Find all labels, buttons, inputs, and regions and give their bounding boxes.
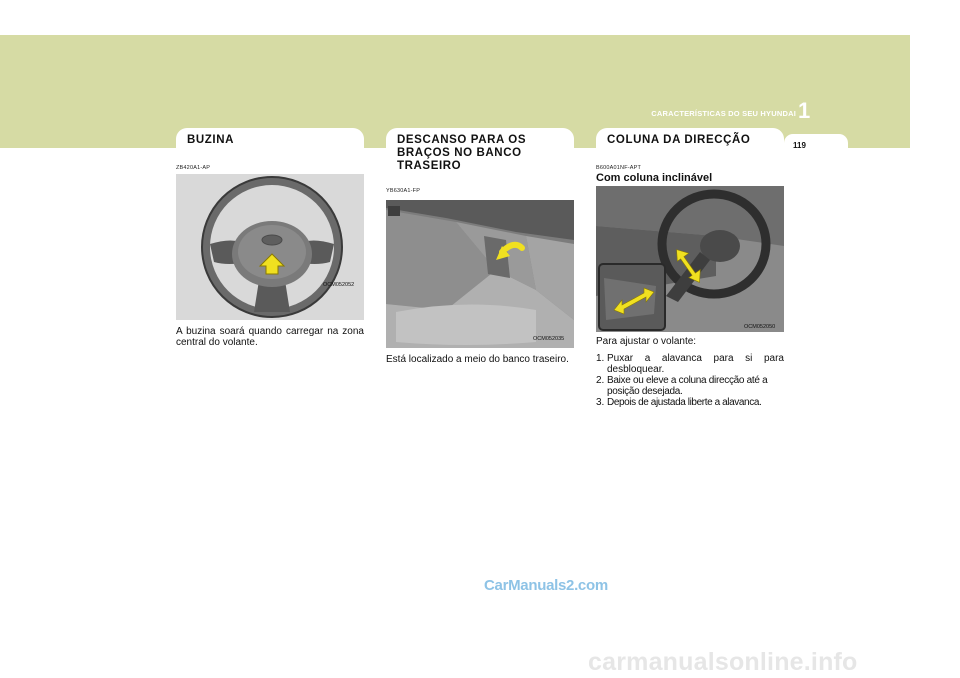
list-item: 1. Puxar a alavanca para si para desbloquear. [596,353,784,375]
rear-seat-armrest-photo [386,200,574,348]
section-title-coluna: COLUNA DA DIRECÇÃO [607,134,751,146]
photo-code-coluna: OCM052050 [744,324,776,330]
photo-code-buzina: OCM052052 [323,282,355,288]
steering-wheel-photo [176,174,364,320]
section-title-descanso-line1: DESCANSO PARA OS [397,134,527,146]
section-code-descanso: YB630A1-FP [386,188,421,194]
section-title-descanso-line2: BRAÇOS NO BANCO [397,147,522,159]
watermark-carmanuals2[interactable]: CarManuals2.com [484,577,608,594]
page-number: 119 [793,141,806,150]
tilt-steering-photo [596,186,784,332]
section-title-buzina: BUZINA [187,134,235,146]
section-title-descanso-line3: TRASEIRO [397,160,462,172]
subheading-tilt-column: Com coluna inclinável [596,172,713,184]
chapter-number: 1 [798,98,811,123]
steering-wheel-illustration [176,174,364,320]
list-item: 2. Baixe ou eleve a coluna direcção até a posição desejada. [596,375,768,397]
rear-seat-illustration [386,200,574,348]
chapter-title: CARACTERÍSTICAS DO SEU HYUNDAI [651,109,796,118]
list-item: 3. Depois de ajustada liberte a alavanca. [596,397,762,408]
tilt-steering-illustration [596,186,784,332]
section-code-buzina: ZB420A1-AP [176,165,211,171]
section-code-coluna: B600A01NF-APT [596,165,642,171]
buzina-text: A buzina soará quando carregar na zona central do volante. [176,326,364,348]
coluna-intro: Para ajustar o volante: [596,336,697,347]
coluna-steps [596,353,784,408]
photo-code-descanso: OCM052035 [533,336,565,342]
descanso-text: Está localizado a meio do banco traseiro. [386,354,569,365]
watermark-carmanualsonline[interactable]: carmanualsonline.info [588,648,858,676]
